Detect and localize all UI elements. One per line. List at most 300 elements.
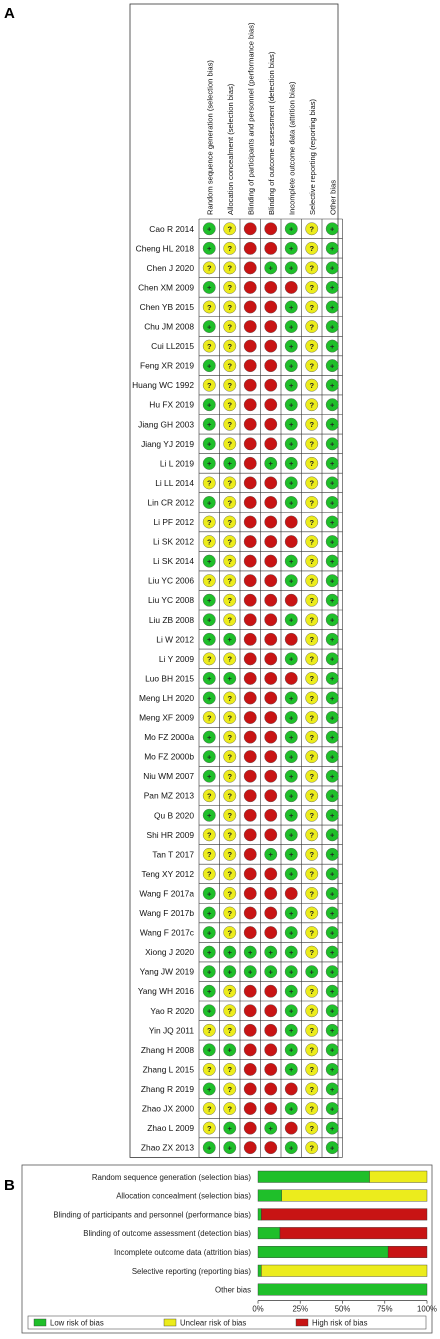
unclear-risk-symbol: ? xyxy=(227,771,233,781)
high-risk-dot xyxy=(265,496,277,508)
low-risk-symbol: + xyxy=(289,1026,294,1036)
low-risk-symbol: + xyxy=(330,771,335,781)
high-risk-dot xyxy=(265,1024,277,1036)
bar-segment xyxy=(258,1171,370,1183)
high-risk-dot xyxy=(244,692,256,704)
high-risk-dot xyxy=(265,926,277,938)
unclear-risk-symbol: ? xyxy=(206,713,212,723)
unclear-risk-symbol: ? xyxy=(309,341,315,351)
study-label: Chen YB 2015 xyxy=(139,301,194,312)
x-tick-label: 50% xyxy=(334,1304,351,1314)
unclear-risk-symbol: ? xyxy=(206,517,212,527)
low-risk-symbol: + xyxy=(207,987,212,997)
study-label: Yang WH 2016 xyxy=(137,986,194,997)
unclear-risk-symbol: ? xyxy=(309,947,315,957)
low-risk-symbol: + xyxy=(207,732,212,742)
unclear-risk-symbol: ? xyxy=(309,635,315,645)
high-risk-dot xyxy=(265,281,277,293)
low-risk-symbol: + xyxy=(207,811,212,821)
bar-segment xyxy=(258,1265,261,1277)
domain-header: Selective reporting (reporting bias) xyxy=(307,98,317,215)
high-risk-dot xyxy=(265,750,277,762)
table-row xyxy=(149,614,339,626)
unclear-risk-symbol: ? xyxy=(309,361,315,371)
high-risk-dot xyxy=(285,281,297,293)
low-risk-symbol: + xyxy=(330,556,335,566)
table-row xyxy=(147,262,339,274)
table-row xyxy=(148,594,338,606)
unclear-risk-symbol: ? xyxy=(227,322,233,332)
low-risk-symbol: + xyxy=(330,967,335,977)
study-label: Huang WC 1992 xyxy=(132,380,194,391)
high-risk-dot xyxy=(244,262,256,274)
low-risk-symbol: + xyxy=(207,420,212,430)
unclear-risk-symbol: ? xyxy=(309,908,315,918)
high-risk-dot xyxy=(265,418,277,430)
low-risk-symbol: + xyxy=(330,947,335,957)
low-risk-symbol: + xyxy=(330,811,335,821)
unclear-risk-symbol: ? xyxy=(309,654,315,664)
high-risk-dot xyxy=(244,731,256,743)
unclear-risk-symbol: ? xyxy=(309,244,315,254)
low-risk-symbol: + xyxy=(330,576,335,586)
unclear-risk-symbol: ? xyxy=(227,400,233,410)
unclear-risk-symbol: ? xyxy=(227,928,233,938)
study-label: Yao R 2020 xyxy=(150,1005,194,1016)
table-row xyxy=(147,1122,338,1134)
low-risk-symbol: + xyxy=(309,967,314,977)
low-risk-symbol: + xyxy=(330,283,335,293)
high-risk-dot xyxy=(265,1044,277,1056)
unclear-risk-symbol: ? xyxy=(227,537,233,547)
low-risk-symbol: + xyxy=(289,498,294,508)
x-tick-label: 0% xyxy=(252,1304,264,1314)
unclear-risk-symbol: ? xyxy=(227,1104,233,1114)
low-risk-symbol: + xyxy=(289,1104,294,1114)
legend-swatch xyxy=(34,1319,46,1326)
table-row xyxy=(151,340,338,352)
high-risk-dot xyxy=(265,868,277,880)
low-risk-symbol: + xyxy=(330,1045,335,1055)
table-row xyxy=(139,711,338,723)
high-risk-dot xyxy=(265,477,277,489)
low-risk-symbol: + xyxy=(330,302,335,312)
unclear-risk-symbol: ? xyxy=(309,1143,315,1153)
low-risk-symbol: + xyxy=(289,869,294,879)
high-risk-dot xyxy=(244,301,256,313)
low-risk-symbol: + xyxy=(330,1143,335,1153)
low-risk-symbol: + xyxy=(330,928,335,938)
high-risk-dot xyxy=(244,985,256,997)
high-risk-dot xyxy=(265,574,277,586)
high-risk-dot xyxy=(244,633,256,645)
high-risk-dot xyxy=(265,1005,277,1017)
high-risk-dot xyxy=(244,574,256,586)
high-risk-dot xyxy=(244,653,256,665)
low-risk-symbol: + xyxy=(330,517,335,527)
high-risk-dot xyxy=(244,340,256,352)
table-row xyxy=(155,477,338,489)
unclear-risk-symbol: ? xyxy=(227,850,233,860)
high-risk-dot xyxy=(244,496,256,508)
study-label: Jiang YJ 2019 xyxy=(141,438,194,449)
table-row xyxy=(144,750,338,762)
study-label: Li SK 2014 xyxy=(153,556,194,567)
unclear-risk-symbol: ? xyxy=(309,693,315,703)
high-risk-dot xyxy=(265,809,277,821)
unclear-risk-symbol: ? xyxy=(309,459,315,469)
low-risk-symbol: + xyxy=(330,732,335,742)
table-row xyxy=(156,633,338,645)
table-row xyxy=(136,242,339,254)
unclear-risk-symbol: ? xyxy=(227,517,233,527)
domain-header: Allocation concealment (selection bias) xyxy=(225,83,235,215)
high-risk-dot xyxy=(244,418,256,430)
unclear-risk-symbol: ? xyxy=(309,224,315,234)
low-risk-symbol: + xyxy=(207,400,212,410)
low-risk-symbol: + xyxy=(268,459,273,469)
low-risk-symbol: + xyxy=(330,830,335,840)
low-risk-symbol: + xyxy=(207,908,212,918)
high-risk-dot xyxy=(244,614,256,626)
unclear-risk-symbol: ? xyxy=(227,1026,233,1036)
low-risk-symbol: + xyxy=(330,654,335,664)
low-risk-symbol: + xyxy=(330,322,335,332)
unclear-risk-symbol: ? xyxy=(206,869,212,879)
study-label: Tan T 2017 xyxy=(152,849,194,860)
low-risk-symbol: + xyxy=(330,380,335,390)
high-risk-dot xyxy=(244,750,256,762)
unclear-risk-symbol: ? xyxy=(206,654,212,664)
low-risk-symbol: + xyxy=(289,811,294,821)
table-row xyxy=(143,1063,339,1075)
table-row xyxy=(150,1005,338,1017)
legend-label: High risk of bias xyxy=(312,1318,368,1328)
high-risk-dot xyxy=(265,731,277,743)
table-row xyxy=(149,223,338,235)
study-label: Chen J 2020 xyxy=(146,262,194,273)
low-risk-symbol: + xyxy=(289,341,294,351)
unclear-risk-symbol: ? xyxy=(227,361,233,371)
study-label: Cui LL2015 xyxy=(151,341,194,352)
high-risk-dot xyxy=(265,692,277,704)
unclear-risk-symbol: ? xyxy=(309,1065,315,1075)
low-risk-symbol: + xyxy=(289,263,294,273)
x-axis xyxy=(252,1301,437,1314)
unclear-risk-symbol: ? xyxy=(206,341,212,351)
low-risk-symbol: + xyxy=(330,1123,335,1133)
low-risk-symbol: + xyxy=(227,635,232,645)
unclear-risk-symbol: ? xyxy=(309,556,315,566)
high-risk-dot xyxy=(244,320,256,332)
study-label: Mo FZ 2000b xyxy=(144,751,194,762)
study-label: Yang JW 2019 xyxy=(139,966,194,977)
low-risk-symbol: + xyxy=(330,635,335,645)
unclear-risk-symbol: ? xyxy=(227,439,233,449)
low-risk-symbol: + xyxy=(289,1006,294,1016)
high-risk-dot xyxy=(244,809,256,821)
category-label: Blinding of participants and personnel (performance bias) xyxy=(53,1210,251,1220)
unclear-risk-symbol: ? xyxy=(206,1104,212,1114)
high-risk-dot xyxy=(265,907,277,919)
study-label: Cao R 2014 xyxy=(149,223,194,234)
risk-of-bias-graph xyxy=(53,1171,427,1295)
low-risk-symbol: + xyxy=(330,1065,335,1075)
high-risk-dot xyxy=(265,359,277,371)
low-risk-symbol: + xyxy=(330,537,335,547)
low-risk-symbol: + xyxy=(289,420,294,430)
high-risk-dot xyxy=(265,516,277,528)
high-risk-dot xyxy=(285,1083,297,1095)
high-risk-dot xyxy=(285,516,297,528)
study-label: Pan MZ 2013 xyxy=(143,790,194,801)
table-row xyxy=(139,907,338,919)
low-risk-symbol: + xyxy=(330,478,335,488)
unclear-risk-symbol: ? xyxy=(309,1123,315,1133)
low-risk-symbol: + xyxy=(330,459,335,469)
unclear-risk-symbol: ? xyxy=(206,830,212,840)
high-risk-dot xyxy=(244,1141,256,1153)
low-risk-symbol: + xyxy=(330,908,335,918)
table-row xyxy=(138,418,338,430)
low-risk-symbol: + xyxy=(330,244,335,254)
high-risk-dot xyxy=(265,829,277,841)
low-risk-symbol: + xyxy=(207,1006,212,1016)
high-risk-dot xyxy=(244,438,256,450)
unclear-risk-symbol: ? xyxy=(227,1006,233,1016)
domain-header: Blinding of participants and personnel (performance bias) xyxy=(246,22,256,215)
unclear-risk-symbol: ? xyxy=(227,791,233,801)
high-risk-dot xyxy=(285,535,297,547)
unclear-risk-symbol: ? xyxy=(227,302,233,312)
table-row xyxy=(139,692,338,704)
table-row xyxy=(153,516,338,528)
high-risk-dot xyxy=(244,535,256,547)
low-risk-symbol: + xyxy=(207,635,212,645)
low-risk-symbol: + xyxy=(207,498,212,508)
table-row xyxy=(140,359,338,371)
unclear-risk-symbol: ? xyxy=(206,1065,212,1075)
low-risk-symbol: + xyxy=(330,400,335,410)
study-label: Wang F 2017b xyxy=(139,908,194,919)
high-risk-dot xyxy=(265,340,277,352)
study-label: Zhao JX 2000 xyxy=(141,1103,194,1114)
low-risk-symbol: + xyxy=(289,1143,294,1153)
high-risk-dot xyxy=(265,1102,277,1114)
table-row xyxy=(152,848,338,860)
domain-header: Blinding of outcome assessment (detection bias) xyxy=(266,51,276,215)
high-risk-dot xyxy=(265,770,277,782)
unclear-risk-symbol: ? xyxy=(309,478,315,488)
low-risk-symbol: + xyxy=(227,674,232,684)
low-risk-symbol: + xyxy=(227,459,232,469)
high-risk-dot xyxy=(265,320,277,332)
domain-header: Random sequence generation (selection bias) xyxy=(205,60,215,215)
low-risk-symbol: + xyxy=(207,928,212,938)
study-label: Li PF 2012 xyxy=(153,517,194,528)
low-risk-symbol: + xyxy=(330,987,335,997)
study-label: Jiang GH 2003 xyxy=(138,419,194,430)
unclear-risk-symbol: ? xyxy=(309,1045,315,1055)
high-risk-dot xyxy=(244,1044,256,1056)
panel-a-label: A xyxy=(4,5,15,22)
study-label: Zhang R 2019 xyxy=(140,1083,194,1094)
unclear-risk-symbol: ? xyxy=(309,811,315,821)
low-risk-symbol: + xyxy=(207,674,212,684)
low-risk-symbol: + xyxy=(330,341,335,351)
high-risk-dot xyxy=(265,887,277,899)
low-risk-symbol: + xyxy=(330,596,335,606)
low-risk-symbol: + xyxy=(207,947,212,957)
study-label: Feng XR 2019 xyxy=(139,360,194,371)
low-risk-symbol: + xyxy=(330,439,335,449)
high-risk-dot xyxy=(285,633,297,645)
low-risk-symbol: + xyxy=(330,361,335,371)
bar-segment xyxy=(258,1246,388,1258)
unclear-risk-symbol: ? xyxy=(206,380,212,390)
table-row xyxy=(140,965,339,977)
domain-header: Other bias xyxy=(328,179,338,215)
high-risk-dot xyxy=(244,1102,256,1114)
low-risk-symbol: + xyxy=(330,263,335,273)
low-risk-symbol: + xyxy=(248,967,253,977)
bar-segment xyxy=(258,1209,261,1221)
category-label: Blinding of outcome assessment (detection bias) xyxy=(83,1229,251,1239)
study-label: Shi HR 2009 xyxy=(146,829,194,840)
low-risk-symbol: + xyxy=(289,439,294,449)
category-label: Other bias xyxy=(215,1285,251,1295)
low-risk-symbol: + xyxy=(289,400,294,410)
low-risk-symbol: + xyxy=(289,361,294,371)
low-risk-symbol: + xyxy=(289,1065,294,1075)
high-risk-dot xyxy=(244,1005,256,1017)
unclear-risk-symbol: ? xyxy=(227,244,233,254)
unclear-risk-symbol: ? xyxy=(309,928,315,938)
unclear-risk-symbol: ? xyxy=(227,987,233,997)
unclear-risk-symbol: ? xyxy=(309,1084,315,1094)
unclear-risk-symbol: ? xyxy=(206,263,212,273)
low-risk-symbol: + xyxy=(289,928,294,938)
unclear-risk-symbol: ? xyxy=(309,263,315,273)
low-risk-symbol: + xyxy=(330,1104,335,1114)
high-risk-dot xyxy=(265,399,277,411)
domain-header: Incomplete outcome data (attrition bias) xyxy=(287,81,297,215)
low-risk-symbol: + xyxy=(289,576,294,586)
x-tick-label: 75% xyxy=(376,1304,393,1314)
low-risk-symbol: + xyxy=(207,224,212,234)
table-row xyxy=(153,555,338,567)
unclear-risk-symbol: ? xyxy=(227,478,233,488)
category-label: Selective reporting (reporting bias) xyxy=(131,1266,251,1276)
study-label: Xiong J 2020 xyxy=(145,947,194,958)
high-risk-dot xyxy=(265,594,277,606)
legend-label: Low risk of bias xyxy=(50,1318,104,1328)
low-risk-symbol: + xyxy=(289,908,294,918)
x-tick-label: 25% xyxy=(292,1304,309,1314)
study-label: Zhang L 2015 xyxy=(142,1064,194,1075)
low-risk-symbol: + xyxy=(248,947,253,957)
unclear-risk-symbol: ? xyxy=(309,283,315,293)
legend-label: Unclear risk of bias xyxy=(180,1318,247,1328)
unclear-risk-symbol: ? xyxy=(227,341,233,351)
high-risk-dot xyxy=(265,438,277,450)
category-label: Incomplete outcome data (attrition bias) xyxy=(114,1247,251,1257)
table-row xyxy=(149,399,338,411)
table-row xyxy=(140,926,339,938)
high-risk-dot xyxy=(285,594,297,606)
table-row xyxy=(141,1083,339,1095)
unclear-risk-symbol: ? xyxy=(309,439,315,449)
high-risk-dot xyxy=(265,985,277,997)
low-risk-symbol: + xyxy=(330,224,335,234)
unclear-risk-symbol: ? xyxy=(227,420,233,430)
high-risk-dot xyxy=(244,281,256,293)
high-risk-dot xyxy=(244,848,256,860)
unclear-risk-symbol: ? xyxy=(309,537,315,547)
low-risk-symbol: + xyxy=(227,1045,232,1055)
high-risk-dot xyxy=(244,379,256,391)
unclear-risk-symbol: ? xyxy=(227,693,233,703)
low-risk-symbol: + xyxy=(330,713,335,723)
unclear-risk-symbol: ? xyxy=(309,615,315,625)
unclear-risk-symbol: ? xyxy=(309,791,315,801)
low-risk-symbol: + xyxy=(207,889,212,899)
study-label: Hu FX 2019 xyxy=(149,399,194,410)
low-risk-symbol: + xyxy=(207,1084,212,1094)
legend-swatch xyxy=(296,1319,308,1326)
low-risk-symbol: + xyxy=(289,380,294,390)
unclear-risk-symbol: ? xyxy=(309,517,315,527)
low-risk-symbol: + xyxy=(207,459,212,469)
low-risk-symbol: + xyxy=(227,967,232,977)
high-risk-dot xyxy=(265,535,277,547)
unclear-risk-symbol: ? xyxy=(227,263,233,273)
unclear-risk-symbol: ? xyxy=(227,576,233,586)
low-risk-symbol: + xyxy=(289,244,294,254)
unclear-risk-symbol: ? xyxy=(309,850,315,860)
unclear-risk-symbol: ? xyxy=(309,302,315,312)
high-risk-dot xyxy=(265,653,277,665)
unclear-risk-symbol: ? xyxy=(309,1006,315,1016)
unclear-risk-symbol: ? xyxy=(206,302,212,312)
study-label: Zhao ZX 2013 xyxy=(140,1142,194,1153)
table-row xyxy=(153,535,338,547)
study-label: Liu YC 2006 xyxy=(148,575,194,586)
unclear-risk-symbol: ? xyxy=(206,850,212,860)
high-risk-dot xyxy=(265,633,277,645)
low-risk-symbol: + xyxy=(330,889,335,899)
study-label: Li SK 2012 xyxy=(153,536,194,547)
table-row xyxy=(140,301,339,313)
unclear-risk-symbol: ? xyxy=(227,889,233,899)
high-risk-dot xyxy=(265,1063,277,1075)
high-risk-dot xyxy=(244,790,256,802)
bar-segment xyxy=(280,1227,427,1239)
study-label: Meng XF 2009 xyxy=(139,712,194,723)
unclear-risk-symbol: ? xyxy=(309,322,315,332)
low-risk-symbol: + xyxy=(330,693,335,703)
low-risk-symbol: + xyxy=(289,654,294,664)
low-risk-symbol: + xyxy=(289,830,294,840)
high-risk-dot xyxy=(265,1141,277,1153)
low-risk-symbol: + xyxy=(289,791,294,801)
unclear-risk-symbol: ? xyxy=(206,791,212,801)
unclear-risk-symbol: ? xyxy=(309,732,315,742)
low-risk-symbol: + xyxy=(289,615,294,625)
study-label: Li LL 2014 xyxy=(155,477,194,488)
unclear-risk-symbol: ? xyxy=(227,498,233,508)
unclear-risk-symbol: ? xyxy=(309,576,315,586)
